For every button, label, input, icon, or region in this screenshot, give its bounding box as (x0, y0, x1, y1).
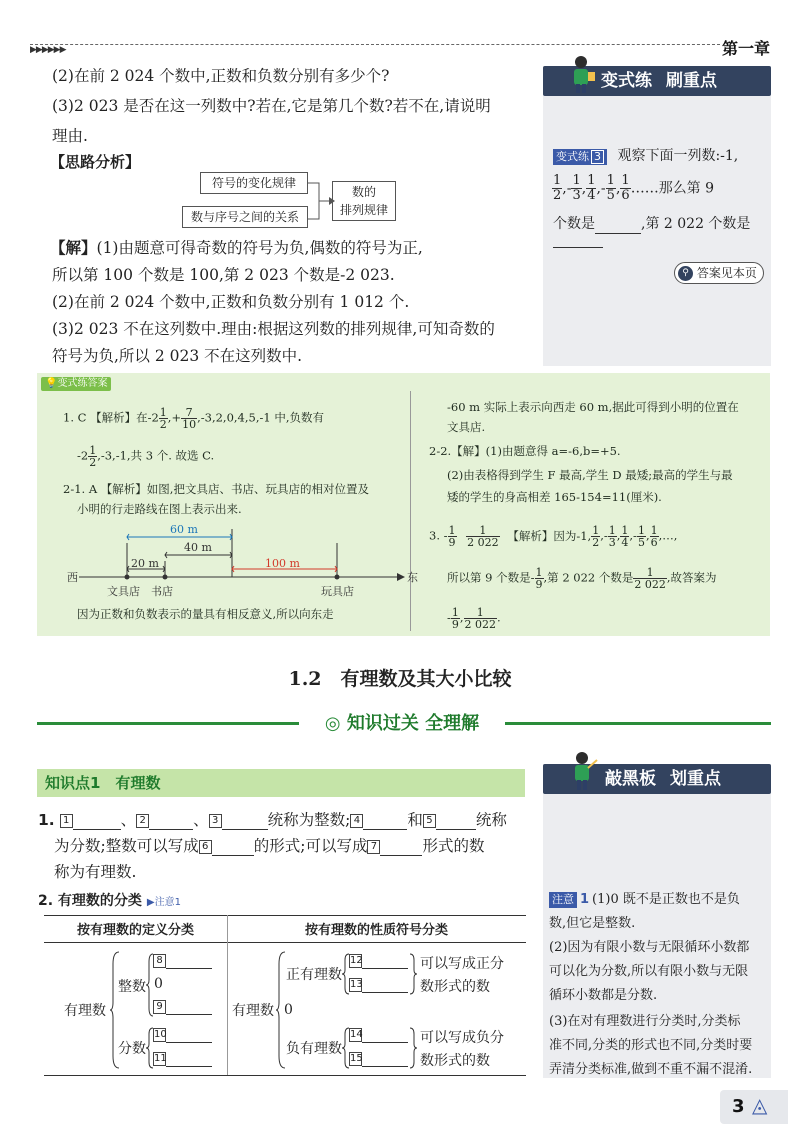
label-40m: 40 m (184, 541, 212, 554)
blank-15-number: 15 (350, 1053, 363, 1064)
table-bottom-rule (44, 1075, 526, 1076)
variant-blank-2[interactable] (553, 230, 603, 248)
blank-4-number: 4 (350, 814, 363, 828)
header-chevrons: ▶▶▶▶▶▶ (30, 45, 66, 55)
swirl-icon: ◎ (324, 713, 341, 734)
right-zero: 0 (284, 1002, 293, 1018)
blank-3[interactable] (222, 829, 268, 830)
blank-4[interactable] (363, 829, 407, 830)
answer-3-line-3: - $\frac{1}{9}$ , $\frac{1}{2 022}$ . (447, 606, 501, 631)
blank-14[interactable] (362, 1029, 408, 1043)
answer-2-2-line-3: 矮的学生的身高相差 165-154=11(厘米). (447, 490, 662, 504)
blank-9[interactable] (166, 1001, 212, 1015)
blackboard-line-7: 准不同,分类的形式也不同,分类时要 (549, 1038, 753, 1053)
answer-1-line-2: -2 $\frac{1}{2}$ ,-3,-1,共 3 个. 故选 C. (77, 444, 215, 469)
blank-12[interactable] (362, 955, 408, 969)
answers-tag-label: 变式练答案 (57, 378, 108, 389)
blank-12-number: 12 (350, 955, 363, 966)
table-header-sign: 按有理数的性质符号分类 (304, 923, 448, 938)
question-3-line2: 理由. (52, 127, 88, 145)
variant-sequence-tail: ……那么第 9 (630, 180, 715, 197)
label-west: 西 (67, 571, 78, 584)
positive-row-12 (349, 953, 408, 969)
banner-title (303, 710, 501, 738)
answers-tag (41, 377, 111, 391)
blank-5-number: 5 (423, 814, 436, 828)
blackboard-line-5: 循环小数都是分数. (549, 988, 658, 1003)
knowledge-q2-label: 2. 有理数的分类 (38, 893, 142, 909)
fraction-row-10 (153, 1027, 212, 1043)
blackboard-text-1: (1)0 既不是正数也不是负 (592, 892, 740, 907)
blank-11-number: 11 (154, 1053, 167, 1064)
solution-line-4: (3)2 023 不在这列数中.理由:根据这列数的排列规律,可知奇数的 (52, 320, 495, 338)
blackboard-subtitle: 划重点 (670, 769, 721, 789)
positive-note-2: 数形式的数 (420, 979, 490, 995)
answer-3-line-1: 3. - $\frac{1}{9}$ $\frac{1}{2 022}$ 【解析】因为-1, $\frac{1}{2}$ ,- $\frac{1}{3}$ , $\frac{1}{4}$ ,- $\frac{1}{5}$ , $\frac{1}{6}$ ,…, (429, 524, 678, 549)
label-toy-store: 玩具店 (321, 585, 354, 598)
variant-panel-subtitle: 刷重点 (666, 71, 717, 91)
triangle-ruler-icon: ◬ (752, 1093, 768, 1117)
answer-2-2-line-1: 2-2.【解】(1)由题意得 a=-6,b=+5. (429, 444, 621, 458)
knowledge-q1-line-2: 为分数;整数可以写成 6 的形式;可以写成 7 形式的数 (54, 837, 485, 855)
blank-6[interactable] (212, 855, 254, 856)
answer-3-line-2: 所以第 9 个数是- $\frac{1}{9}$ ,第 2 022 个数是 $\frac{1}{2 022}$ ,故答案为 (447, 566, 717, 591)
label-bookstore: 书店 (151, 585, 173, 598)
analysis-box-2: 数与序号之间的关系 (182, 206, 308, 228)
note-tag-number: 1 (580, 892, 590, 907)
label-east: 东 (407, 571, 418, 584)
blank-13-number: 13 (350, 979, 363, 990)
knowledge-q2 (38, 890, 181, 913)
blackboard-line-3: (2)因为有限小数与无限循环小数都 (549, 940, 750, 955)
label-60m: 60 m (170, 523, 198, 536)
variant-tag (553, 149, 607, 165)
blank-2[interactable] (149, 829, 193, 830)
variant-text-1: 观察下面一列数:-1, (617, 148, 739, 164)
person-icon (566, 54, 596, 94)
note-link[interactable]: ▶注意1 (146, 897, 181, 908)
blank-10-number: 10 (154, 1029, 167, 1040)
solution-line-2: 所以第 100 个数是 100,第 2 023 个数是-2 023. (52, 266, 395, 284)
positive-note-1: 可以写成正分 (420, 956, 504, 972)
solution-line-5: 符号为负,所以 2 023 不在这列数中. (52, 347, 303, 365)
blank-8-number: 8 (153, 954, 166, 968)
blackboard-line-1 (549, 890, 740, 910)
analysis-title: 【思路分析】 (50, 153, 141, 171)
note-tag (549, 892, 577, 908)
variant-tag-number: 3 (591, 150, 604, 164)
negative-rational-label: 负有理数 (286, 1041, 342, 1057)
variant-panel-title: 变式练 (601, 71, 652, 91)
blank-7-number: 7 (367, 840, 380, 854)
integer-row-8 (153, 953, 212, 969)
integer-row-9 (153, 999, 212, 1015)
answer-right-2: 文具店. (447, 420, 486, 434)
blank-7[interactable] (380, 855, 422, 856)
blank-1-number: 1 (60, 814, 73, 828)
negative-row-14 (349, 1027, 408, 1043)
answer-2-2-line-2: (2)由表格得到学生 F 最高,学生 D 最矮;最高的学生与最 (447, 468, 733, 482)
analysis-arrows (305, 175, 337, 230)
banner-rule-left (37, 722, 299, 725)
solution-line-3: (2)在前 2 024 个数中,正数和负数分别有 1 012 个. (52, 293, 410, 311)
analysis-box-1: 符号的变化规律 (200, 172, 308, 194)
blank-13[interactable] (362, 979, 408, 993)
table-header-definition: 按有理数的定义分类 (76, 923, 194, 938)
note-tag-label: 注意 (552, 893, 574, 906)
answer-2-1-line-2: 小明的行走路线在图上表示出来. (77, 502, 242, 516)
rational-label-left: 有理数 (64, 1003, 106, 1019)
solution-text-1: (1)由题意可得奇数的符号为负,偶数的符号为正, (96, 239, 423, 257)
blank-11[interactable] (166, 1053, 212, 1067)
answers-divider (410, 391, 411, 631)
analysis-box-3-line1: 数的 (351, 185, 376, 199)
blank-8[interactable] (166, 955, 212, 969)
label-stationery-store: 文具店 (107, 585, 140, 598)
blank-1[interactable] (73, 829, 121, 830)
bulb-icon: 💡 (45, 378, 58, 389)
brace-positive-close (410, 952, 418, 996)
solution-label: 【解】 (50, 239, 97, 257)
knowledge-q1-line-3: 称为有理数. (54, 863, 137, 881)
variant-text-3a: 个数是 (553, 216, 595, 232)
solution-line-1 (50, 238, 423, 258)
integer-label: 整数 (118, 979, 146, 995)
blank-5[interactable] (436, 829, 476, 830)
fraction-row-11 (153, 1051, 212, 1067)
blackboard-title: 敲黑板 (605, 769, 656, 789)
section-title: 1.2 有理数及其大小比较 (288, 668, 512, 690)
variant-line-1 (553, 146, 738, 166)
answer-2-1-line-1: 2-1. A 【解析】如图,把文具店、书店、玩具店的相对位置及 (63, 482, 369, 496)
analysis-box-3 (332, 181, 396, 221)
magnifier-icon: ⚲ (678, 266, 693, 281)
variant-sequence: $\frac{1}{2}$ ,- $\frac{1}{3}$ , $\frac{1}{4}$ ,- $\frac{1}{5}$ , $\frac{1}{6}$ ……那么第 9 (553, 173, 715, 203)
blank-3-number: 3 (209, 814, 222, 828)
negative-note-2: 数形式的数 (420, 1053, 490, 1069)
variant-tag-label: 变式练 (556, 150, 589, 163)
label-100m: 100 m (265, 557, 300, 570)
brace-negative-close (410, 1026, 418, 1070)
answer-see-page-label: 答案见本页 (696, 266, 757, 280)
answer-see-page-button[interactable] (674, 262, 764, 284)
positive-row-13 (349, 977, 408, 993)
fraction-label: 分数 (118, 1041, 146, 1057)
blackboard-line-8: 弄清分类标准,做到不重不漏不混淆. (549, 1062, 753, 1077)
route-diagram (67, 521, 418, 603)
blank-14-number: 14 (350, 1029, 363, 1040)
question-2: (2)在前 2 024 个数中,正数和负数分别有多少个? (52, 67, 390, 85)
blackboard-line-2: 数,但它是整数. (549, 916, 636, 931)
blank-6-number: 6 (199, 840, 212, 854)
answer-1-line-1: 1. C 【解析】在-2 $\frac{1}{2}$ ,+ $\frac{7}{10}$ ,-3,2,0,4,5,-1 中,负数有 (63, 406, 325, 431)
banner-rule-right (505, 722, 771, 725)
knowledge-point-title: 知识点1 有理数 (37, 769, 525, 797)
page-number: 3 (732, 1096, 745, 1117)
header-rule (30, 44, 720, 45)
chapter-title: 第一章 (722, 39, 771, 58)
table-col-divider (227, 915, 228, 1075)
answers-box (37, 373, 770, 636)
banner-text: 知识过关 全理解 (346, 713, 480, 734)
blackboard-line-4: 可以化为分数,所以有限小数与无限 (549, 964, 749, 979)
variant-text-3b: ,第 2 022 个数是 (641, 216, 751, 232)
negative-note-1: 可以写成负分 (420, 1030, 504, 1046)
analysis-box-3-line2: 排列规律 (339, 203, 388, 217)
blank-10[interactable] (166, 1029, 212, 1043)
answer-right-1: -60 m 实际上表示向西走 60 m,据此可得到小明的位置在 (447, 400, 739, 414)
answer-2-1-line-3: 因为正数和负数表示的量具有相反意义,所以向东走 (77, 607, 334, 621)
question-3-line1: (3)2 023 是否在这一列数中?若在,它是第几个数?若不在,请说明 (52, 97, 491, 115)
label-20m: 20 m (131, 557, 159, 570)
blank-2-number: 2 (136, 814, 149, 828)
positive-rational-label: 正有理数 (286, 967, 342, 983)
negative-row-15 (349, 1051, 408, 1067)
knowledge-q1-line-1: 1. 1 、 2 、 3 统称为整数; 4 和 5 统称 (38, 811, 507, 829)
blank-9-number: 9 (153, 1000, 166, 1014)
table-top-rule (44, 915, 526, 916)
integer-zero: 0 (154, 976, 163, 992)
note-link-label: 注意1 (154, 897, 181, 908)
rational-label-right: 有理数 (232, 1003, 274, 1019)
teacher-icon (566, 750, 598, 792)
table-head-rule (44, 942, 526, 943)
blank-15[interactable] (362, 1053, 408, 1067)
blackboard-line-6: (3)在对有理数进行分类时,分类标 (549, 1014, 741, 1029)
